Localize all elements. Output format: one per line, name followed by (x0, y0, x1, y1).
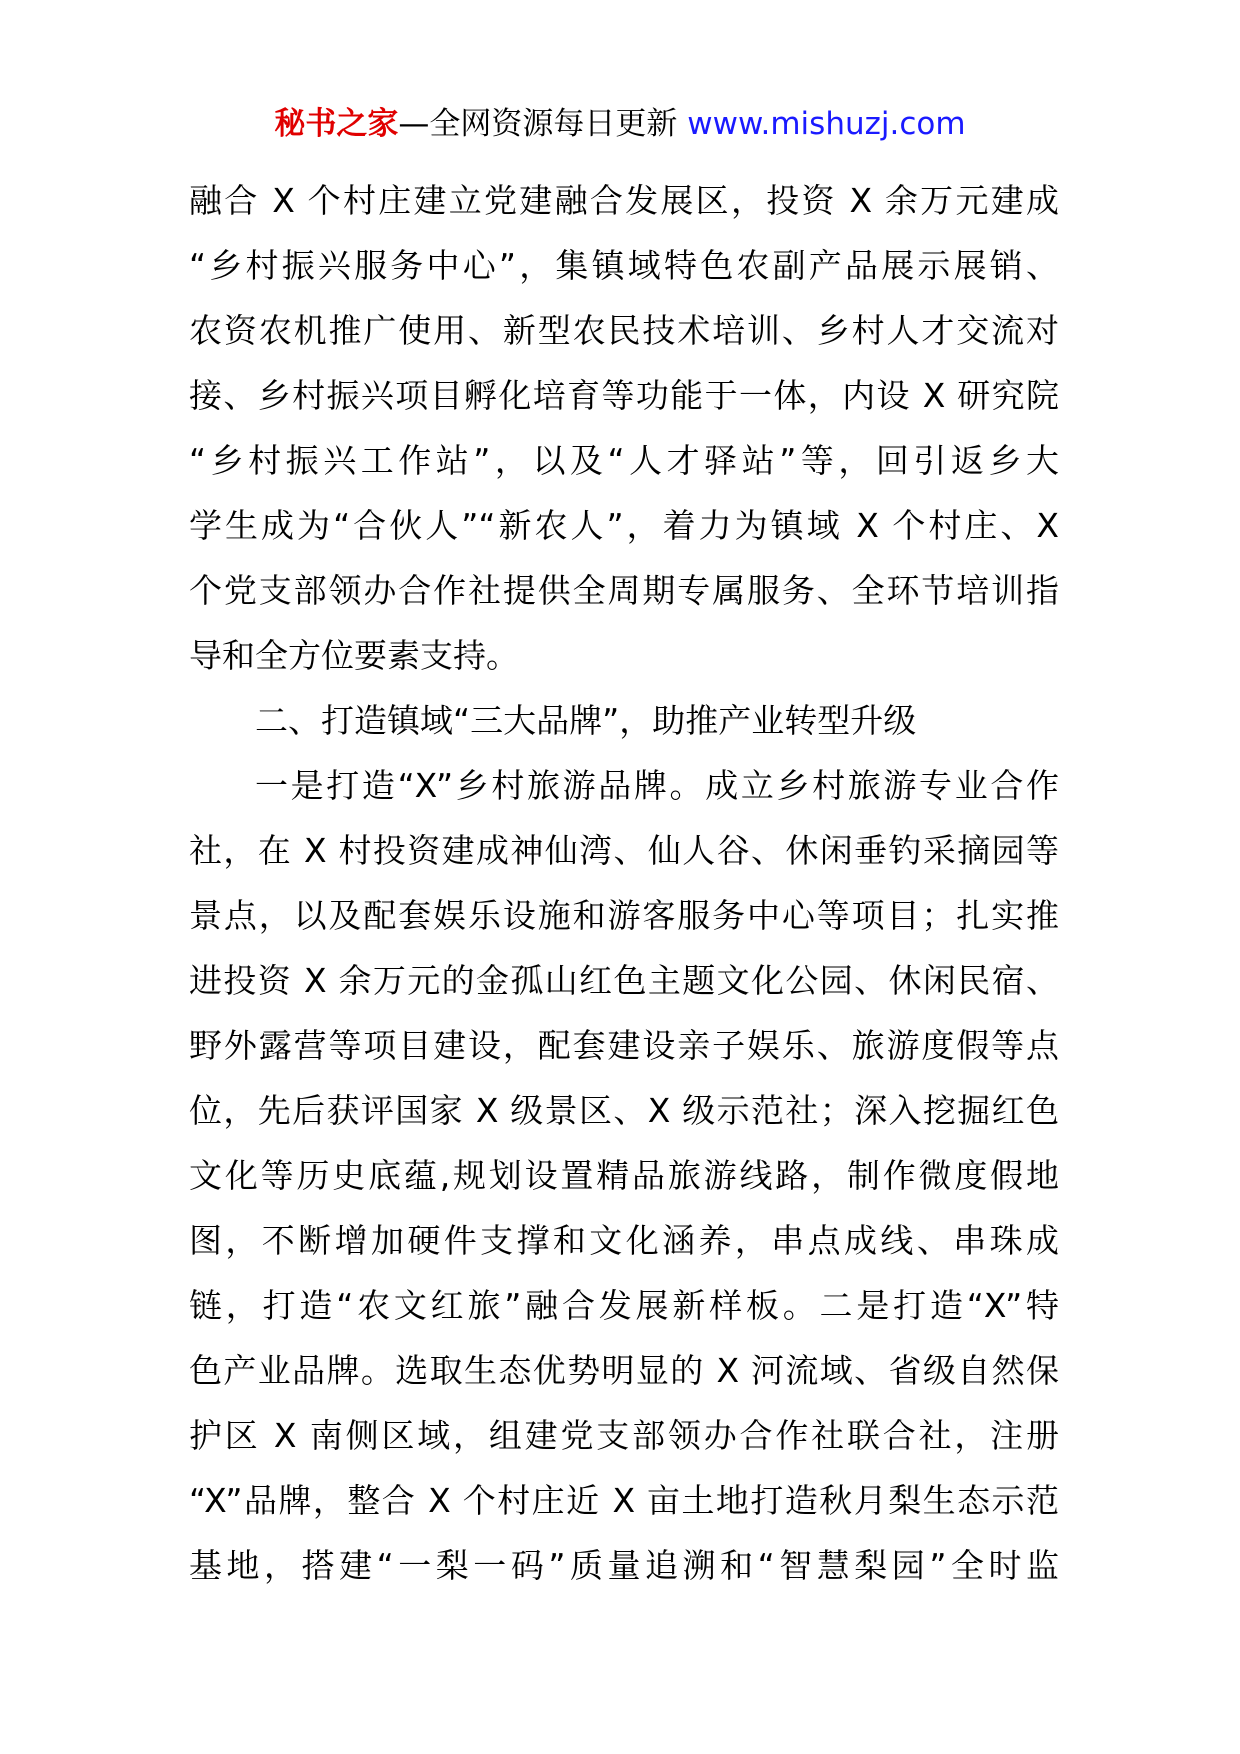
text-line: 一是打造“X”乡村旅游品牌。成立乡村旅游专业合作 (255, 766, 1059, 805)
header-tagline: —全网资源每日更新 (398, 106, 688, 142)
text-line: 学生成为“合伙人”“新农人”，着力为镇域 X 个村庄、X (189, 506, 1059, 545)
page-header (0, 102, 1240, 146)
header-brand: 秘书之家 (274, 106, 399, 142)
text-line: 农资农机推广使用、新型农民技术培训、乡村人才交流对 (189, 311, 1059, 350)
text-line: 图，不断增加硬件支撑和文化涵养，串点成线、串珠成 (189, 1221, 1059, 1260)
text-line: 基地，搭建“一梨一码”质量追溯和“智慧梨园”全时监 (189, 1546, 1059, 1585)
text-line: 景点，以及配套娱乐设施和游客服务中心等项目；扎实推 (189, 896, 1059, 935)
text-line: “乡村振兴工作站”，以及“人才驿站”等，回引返乡大 (189, 441, 1059, 480)
text-line: 文化等历史底蕴,规划设置精品旅游线路，制作微度假地 (189, 1156, 1059, 1195)
text-line: 导和全方位要素支持。 (189, 636, 519, 675)
text-line: 社，在 X 村投资建成神仙湾、仙人谷、休闲垂钓采摘园等 (189, 831, 1059, 870)
text-line: 接、乡村振兴项目孵化培育等功能于一体，内设 X 研究院 (189, 376, 1059, 415)
section-heading: 二、打造镇域“三大品牌”，助推产业转型升级 (255, 701, 917, 740)
text-line: 护区 X 南侧区域，组建党支部领办合作社联合社，注册 (189, 1416, 1059, 1455)
text-line: 个党支部领办合作社提供全周期专属服务、全环节培训指 (189, 571, 1059, 610)
text-line: 链，打造“农文红旅”融合发展新样板。二是打造“X”特 (189, 1286, 1059, 1325)
text-line: 色产业品牌。选取生态优势明显的 X 河流域、省级自然保 (189, 1351, 1059, 1390)
document-body (189, 168, 1059, 1598)
text-line: 位，先后获评国家 X 级景区、X 级示范社；深入挖掘红色 (189, 1091, 1059, 1130)
text-line: 融合 X 个村庄建立党建融合发展区，投资 X 余万元建成 (189, 181, 1059, 220)
text-line: “乡村振兴服务中心”，集镇域特色农副产品展示展销、 (189, 246, 1059, 285)
text-line: 进投资 X 余万元的金孤山红色主题文化公园、休闲民宿、 (189, 961, 1059, 1000)
header-site-link[interactable]: www.mishuzj.com (687, 106, 966, 142)
text-line: “X”品牌，整合 X 个村庄近 X 亩土地打造秋月梨生态示范 (189, 1481, 1059, 1520)
text-line: 野外露营等项目建设，配套建设亲子娱乐、旅游度假等点 (189, 1026, 1059, 1065)
